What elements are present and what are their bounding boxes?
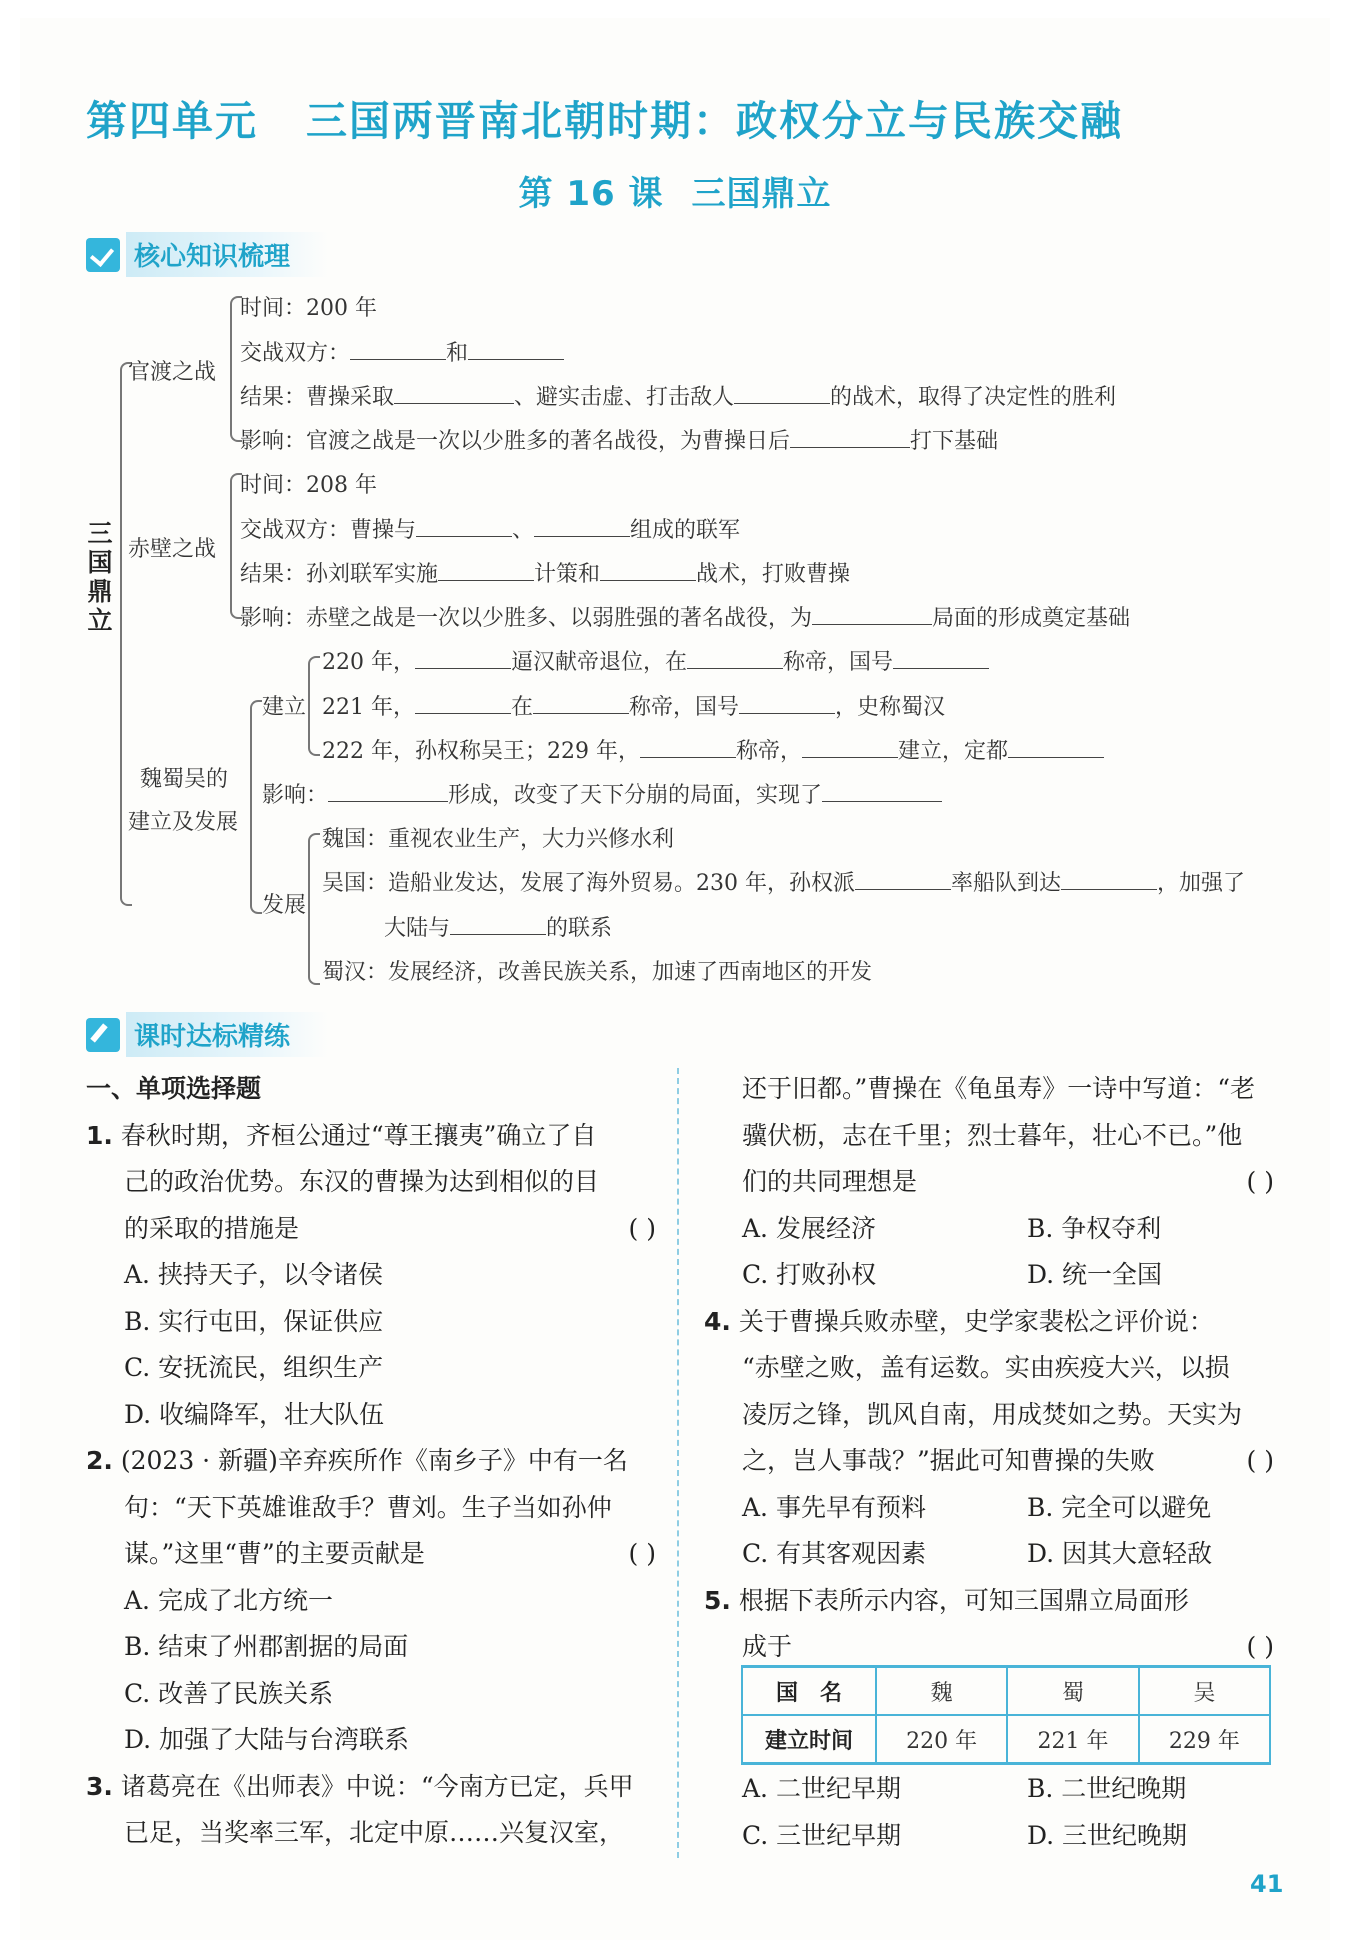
mindmap-root: 三国鼎立 xyxy=(87,519,113,635)
section-practice-header xyxy=(86,1012,328,1057)
option[interactable]: D. 统一全国 xyxy=(1027,1260,1163,1289)
question-2: 2. (2023 · 新疆)辛弃疾所作《南乡子》中有一名 句：“天下英雄谁敌手？曹刘。生子当如孙仲 谋。”这里“曹”的主要贡献是 ( ) A. 完成了北方统一 B. 结束了州郡割据的局面 C. 改善了民族关系 D. 加强了大陆与台湾联系 xyxy=(86,1438,656,1764)
option[interactable]: A. 发展经济 xyxy=(742,1213,876,1243)
option[interactable]: A. 事先早有预料 xyxy=(742,1492,926,1522)
develop-wu-2: 大陆与 的联系 xyxy=(384,911,612,942)
page-number: 41 xyxy=(1250,1870,1284,1898)
found-wei: 220 年， 逼汉献帝退位，在 称帝，国号 xyxy=(322,645,989,676)
column-divider xyxy=(677,1068,679,1858)
wsw-impact: 影响： 形成，改变了天下分崩的局面，实现了 xyxy=(262,778,942,809)
checkbox-icon xyxy=(86,238,120,272)
unit-title xyxy=(86,88,1171,147)
guandu-label: 官渡之战 xyxy=(128,360,217,385)
answer-blank[interactable]: ( ) xyxy=(628,1539,656,1568)
answer-blank[interactable]: ( ) xyxy=(1246,1167,1274,1196)
question-3: 3. 诸葛亮在《出师表》中说：“今南方已定，兵甲 已足，当奖率三军，北定中原……兴复汉室， xyxy=(86,1771,634,1847)
unit-label: 第四单元 xyxy=(86,97,258,145)
option[interactable]: D. 收编降军，壮大队伍 xyxy=(124,1399,385,1429)
develop-brace xyxy=(308,833,320,985)
option[interactable]: A. 挟持天子，以令诸侯 xyxy=(124,1260,383,1289)
found-brace xyxy=(308,656,320,756)
option[interactable]: C. 安抚流民，组织生产 xyxy=(124,1353,384,1382)
found-wu: 222 年，孙权称吴王；229 年， 称帝， 建立，定都 xyxy=(322,734,1104,765)
option[interactable]: C. 改善了民族关系 xyxy=(124,1678,334,1708)
guandu-time: 时间：200 年 xyxy=(240,296,377,321)
table-cell: 建立时间 xyxy=(742,1715,876,1764)
chibi-time: 时间：208 年 xyxy=(240,473,377,498)
questions-right-column: 还于旧都。”曹操在《龟虽寿》一诗中写道：“老 骥伏枥，志在千里；烈士暮年，壮心不已。”他 们的共同理想是 ( ) A. 发展经济 B. 争权夺利 C. 打败孙权 D. 统一全国 4. 关于曹操兵败赤壁，史学家裴松之评价说： “赤壁之败，盖有运数。实由疾疫大兴，以损 凌厉之锋，凯风自南，用成焚如之势。天实为 之，岂人事哉？”据此可知曹操的失败 ( ) A. 事先早有预料 B. 完全可以避免 C. 有其客观因素 D. 因其大意轻敌 5. 根据下表所示内容，可知三国鼎立局面形 成于 ( ) xyxy=(704,1066,1274,1671)
option[interactable]: B. 结束了州郡割据的局面 xyxy=(124,1632,409,1661)
table-header-cell: 吴 xyxy=(1139,1667,1270,1716)
wsw-label-1: 魏蜀吴的 xyxy=(140,767,229,792)
answer-blank[interactable]: ( ) xyxy=(1246,1446,1274,1475)
wsw-brace xyxy=(250,700,262,914)
table-header-cell: 国 名 xyxy=(742,1667,876,1716)
option[interactable]: B. 争权夺利 xyxy=(1027,1213,1162,1243)
develop-wu: 吴国：造船业发达，发展了海外贸易。230 年，孙权派 率船队到达 ，加强了 xyxy=(322,866,1245,897)
option[interactable]: D. 因其大意轻敌 xyxy=(1027,1539,1213,1568)
option[interactable]: A. 完成了北方统一 xyxy=(124,1585,333,1615)
part-heading: 一、单项选择题 xyxy=(86,1074,262,1103)
chibi-sides: 交战双方：曹操与 、 组成的联军 xyxy=(240,513,740,544)
chibi-result: 结果：孙刘联军实施 计策和 战术，打败曹操 xyxy=(240,557,850,588)
option[interactable]: C. 打败孙权 xyxy=(742,1260,877,1289)
chibi-label: 赤壁之战 xyxy=(128,537,217,562)
develop-wei: 魏国：重视农业生产，大力兴修水利 xyxy=(322,827,675,852)
chibi-impact: 影响：赤壁之战是一次以少胜多、以弱胜强的著名战役，为 局面的形成奠定基础 xyxy=(240,601,1130,632)
question-1: 1. 春秋时期，齐桓公通过“尊王攘夷”确立了自 己的政治优势。东汉的曹操为达到相似的目 的采取的措施是 ( ) A. 挟持天子，以令诸侯 B. 实行屯田，保证供应 C. 安抚流民，组织生产 D. 收编降军，壮大队伍 xyxy=(86,1113,656,1439)
question-5: 5. 根据下表所示内容，可知三国鼎立局面形 成于 ( ) xyxy=(704,1578,1274,1671)
pencil-icon xyxy=(86,1018,120,1052)
option[interactable]: D. 三世纪晚期 xyxy=(1027,1820,1188,1850)
table-cell: 221 年 xyxy=(1007,1715,1138,1764)
lesson-title xyxy=(0,166,1350,215)
develop-label: 发展 xyxy=(262,893,307,918)
table-header-cell: 魏 xyxy=(876,1667,1007,1716)
option[interactable]: B. 实行屯田，保证供应 xyxy=(124,1306,384,1336)
table-header-cell: 蜀 xyxy=(1007,1667,1138,1716)
table-row xyxy=(742,1667,1270,1716)
founding-table xyxy=(741,1665,1271,1765)
table-row xyxy=(742,1715,1270,1764)
guandu-sides: 交战双方： 和 xyxy=(240,336,564,367)
section-knowledge-header xyxy=(86,232,328,277)
unit-subtitle: 三国两晋南北朝时期：政权分立与民族交融 xyxy=(306,97,1123,145)
answer-blank[interactable]: ( ) xyxy=(628,1213,656,1243)
option[interactable]: C. 三世纪早期 xyxy=(742,1820,902,1850)
option[interactable]: C. 有其客观因素 xyxy=(742,1539,927,1568)
develop-shu: 蜀汉：发展经济，改善民族关系，加速了西南地区的开发 xyxy=(322,960,873,985)
found-shu: 221 年， 在 称帝，国号 ，史称蜀汉 xyxy=(322,690,945,721)
lesson-number: 第 16 课 xyxy=(518,174,664,214)
question-4: 4. 关于曹操兵败赤壁，史学家裴松之评价说： “赤壁之败，盖有运数。实由疾疫大兴，以损 凌厉之锋，凯风自南，用成焚如之势。天实为 之，岂人事哉？”据此可知曹操的失败 ( ) A. 事先早有预料 B. 完全可以避免 C. 有其客观因素 D. 因其大意轻敌 xyxy=(704,1299,1274,1578)
guandu-result: 结果：曹操采取 、避实击虚、打击敌人 的战术，取得了决定性的胜利 xyxy=(240,380,1116,411)
table-cell: 220 年 xyxy=(876,1715,1007,1764)
option[interactable]: A. 二世纪早期 xyxy=(742,1774,901,1803)
questions-left-column xyxy=(86,1066,656,1857)
section-knowledge-title: 核心知识梳理 xyxy=(126,232,328,277)
question-5-options xyxy=(704,1766,1274,1859)
option[interactable]: B. 完全可以避免 xyxy=(1027,1492,1212,1522)
answer-blank[interactable]: ( ) xyxy=(1246,1632,1274,1661)
guandu-impact: 影响：官渡之战是一次以少胜多的著名战役，为曹操日后 打下基础 xyxy=(240,424,998,455)
wsw-label-2: 建立及发展 xyxy=(128,810,239,835)
option[interactable]: D. 加强了大陆与台湾联系 xyxy=(124,1725,410,1754)
section-practice-title: 课时达标精练 xyxy=(126,1012,328,1057)
table-cell: 229 年 xyxy=(1139,1715,1270,1764)
option[interactable]: B. 二世纪晚期 xyxy=(1027,1774,1187,1803)
lesson-name: 三国鼎立 xyxy=(691,174,832,214)
found-label: 建立 xyxy=(262,695,307,720)
